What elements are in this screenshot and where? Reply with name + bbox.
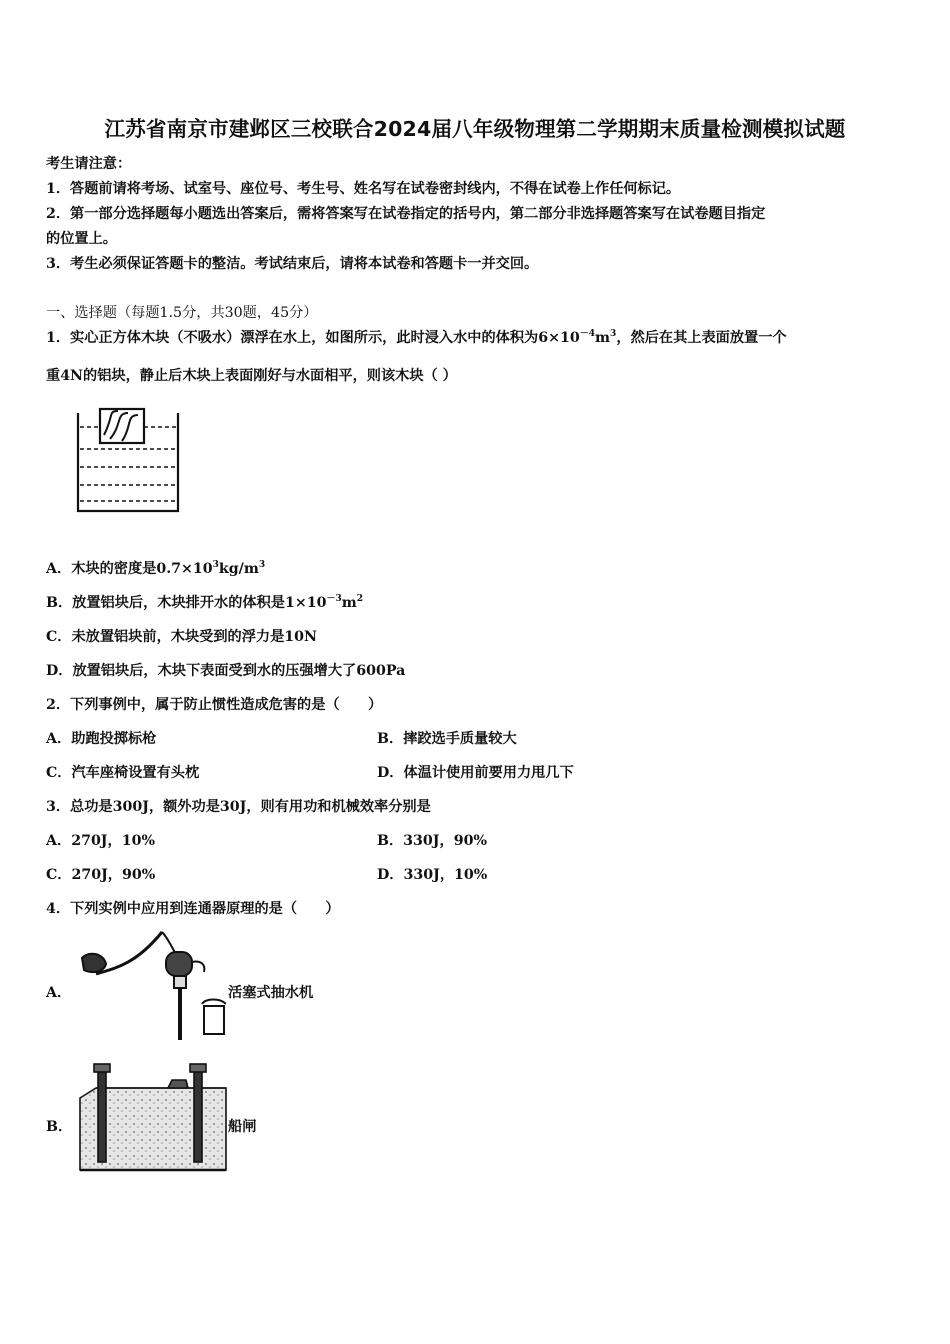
q1-option-d: D．放置铝块后，木块下表面受到水的压强增大了600Pa bbox=[46, 663, 406, 679]
q2-option-a: A．助跑投掷标枪 bbox=[46, 731, 157, 747]
q2-stem: 2．下列事例中，属于防止惯性造成危害的是（ ） bbox=[46, 697, 383, 713]
q2-option-b: B．摔跤选手质量较大 bbox=[377, 731, 517, 747]
q3-option-a: A．270J，10% bbox=[46, 833, 155, 849]
notice-item-2-cont: 的位置上。 bbox=[46, 231, 117, 247]
q1-option-a-exp1: 3 bbox=[212, 560, 219, 570]
ship-lock-figure bbox=[76, 1058, 228, 1174]
q1-option-a-unit: kg/m bbox=[218, 561, 259, 577]
page-title: 江苏省南京市建邺区三校联合2024届八年级物理第二学期期末质量检测模拟试题 bbox=[104, 117, 846, 141]
notice-item-3: 3．考生必须保证答题卡的整洁。考试结束后，请将本试卷和答题卡一并交回。 bbox=[46, 256, 539, 272]
piston-pump-figure bbox=[76, 928, 226, 1043]
spout bbox=[192, 961, 204, 972]
q4-stem: 4．下列实例中应用到连通器原理的是（ ） bbox=[46, 901, 340, 917]
gate-left bbox=[98, 1070, 106, 1162]
q4-option-b-letter: B． bbox=[46, 1119, 73, 1135]
q3-option-d: D．330J，10% bbox=[377, 867, 488, 883]
q1-stem-part-a: 1．实心正方体木块（不吸水）漂浮在水上，如图所示，此时浸入水中的体积为6×10 bbox=[46, 330, 580, 346]
hand-shape bbox=[82, 954, 106, 972]
q1-option-b-exp2: 2 bbox=[356, 594, 364, 604]
q1-stem-part-c: ，然后在其上表面放置一个 bbox=[616, 330, 787, 346]
q1-option-b bbox=[46, 592, 363, 612]
q1-option-b-exp1: －3 bbox=[326, 594, 342, 604]
notice-item-2: 2．第一部分选择题每小题选出答案后，需将答案写在试卷指定的括号内，第二部分非选择题答案写在试卷题目指定 bbox=[46, 206, 766, 222]
pump-barrel bbox=[166, 952, 192, 976]
gate-right-cap bbox=[190, 1064, 206, 1072]
q1-option-c: C．未放置铝块前，木块受到的浮力是10N bbox=[46, 629, 318, 645]
q2-option-c: C．汽车座椅设置有头枕 bbox=[46, 765, 200, 781]
q1-option-b-unit: m bbox=[341, 595, 357, 611]
bucket-handle bbox=[202, 1000, 226, 1005]
bucket bbox=[204, 1006, 224, 1034]
q4-option-a-letter: A． bbox=[46, 985, 72, 1001]
gate-right bbox=[194, 1070, 202, 1162]
q3-option-b: B．330J，90% bbox=[377, 833, 487, 849]
q1-stem-line2: 重4N的铝块，静止后木块上表面刚好与水面相平，则该木块（ ） bbox=[46, 368, 457, 384]
q1-stem-unit: m bbox=[595, 330, 611, 346]
notice-item-1: 1．答题前请将考场、试室号、座位号、考生号、姓名写在试卷密封线内，不得在试卷上作任何标记。 bbox=[46, 181, 681, 197]
handle-link bbox=[162, 932, 176, 954]
q1-option-b-text: B．放置铝块后，木块排开水的体积是1×10 bbox=[46, 595, 327, 611]
q1-floating-block-figure bbox=[74, 405, 184, 515]
boat bbox=[168, 1080, 188, 1088]
q1-option-a bbox=[46, 558, 265, 578]
q4-option-b-caption: 船闸 bbox=[228, 1119, 257, 1135]
q4-option-a-caption: 活塞式抽水机 bbox=[228, 985, 314, 1001]
q1-stem-unit-exp: 3 bbox=[610, 329, 617, 339]
q1-option-a-exp2: 3 bbox=[258, 560, 266, 570]
q1-stem-exp: －4 bbox=[579, 329, 596, 339]
notice-heading: 考生请注意： bbox=[46, 156, 132, 172]
q1-stem bbox=[46, 327, 787, 347]
section-header: 一、选择题（每题1.5分，共30题，45分） bbox=[46, 305, 318, 321]
gate-left-cap bbox=[94, 1064, 110, 1072]
q3-stem: 3．总功是300J，额外功是30J，则有用功和机械效率分别是 bbox=[46, 799, 431, 815]
pump-base bbox=[174, 976, 186, 988]
q3-option-c: C．270J，90% bbox=[46, 867, 156, 883]
q1-option-a-text: A．木块的密度是0.7×10 bbox=[46, 561, 213, 577]
q2-option-d: D．体温计使用前要用力甩几下 bbox=[377, 765, 574, 781]
pump-handle bbox=[96, 932, 162, 974]
